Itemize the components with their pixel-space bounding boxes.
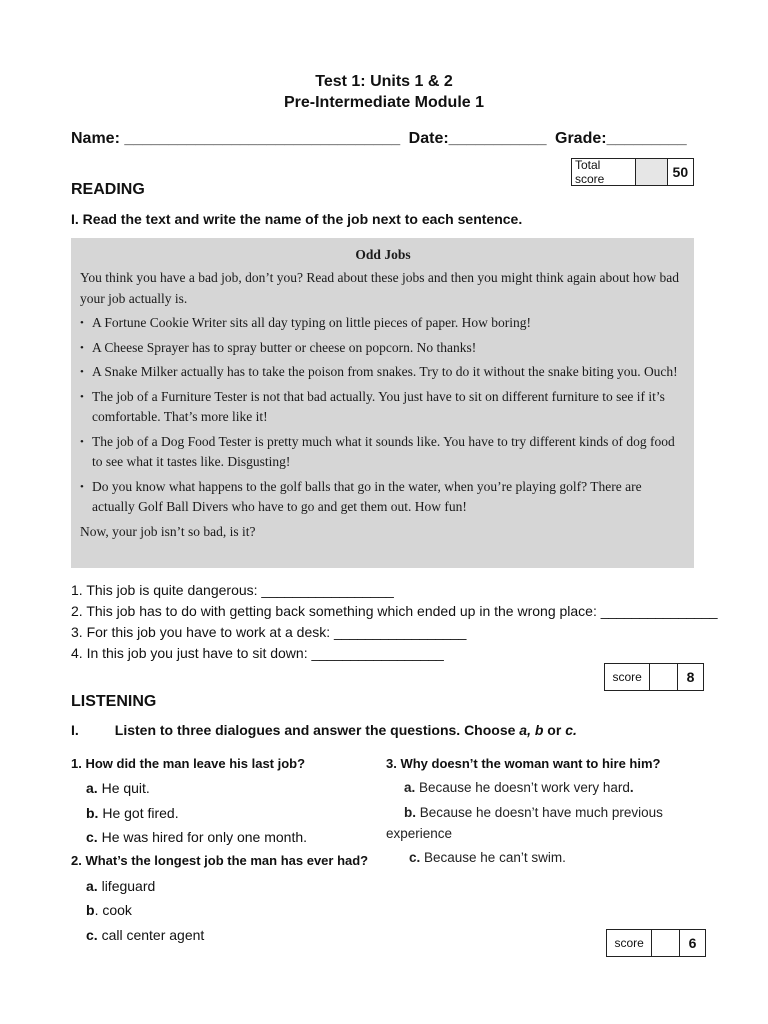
option-text: lifeguard [97,878,156,894]
page-title: Test 1: Units 1 & 2 [315,73,453,90]
listening-score-label: score [607,930,652,956]
listening-score-box [606,929,706,957]
option-text: Because he can’t swim. [420,850,566,865]
option-letter: c. [86,927,98,943]
listening-score-blank[interactable] [652,930,680,956]
option-text: Because he doesn’t work very hard [415,780,630,795]
reading-score-value: 8 [686,669,695,685]
passage-title: Odd Jobs [355,247,411,262]
reading-score-box [604,663,704,691]
reading-instruction: I. Read the text and write the name of the job next to each sentence. [71,211,523,227]
passage-bullet: • The job of a Dog Food Tester is pretty much what it sounds like. You have to try different kinds of dog food to see what it tastes like. Disgusting! [80,432,686,473]
option-text: . cook [94,902,132,918]
passage-bullet: • A Fortune Cookie Writer sits all day typing on little pieces of paper. How boring! [80,313,686,334]
reading-heading: READING [71,181,145,198]
reading-score-label: score [605,664,650,690]
option-end: . [629,780,634,795]
grade-field[interactable]: Grade:_________ [555,130,687,147]
reading-score-blank[interactable] [650,664,678,690]
instruction-options-ab: a, b [519,722,544,738]
q1-option-c[interactable] [86,829,307,845]
instruction-or: or [543,722,566,738]
option-text: He was hired for only one month. [97,829,308,845]
instruction-number: I. [71,722,79,738]
option-letter: a. [404,780,416,795]
q3-option-c[interactable] [409,850,566,865]
listening-question-1: 1. How did the man leave his last job? [71,756,306,771]
q3-option-b-continued: experience [386,826,453,841]
total-score-value: 50 [672,164,689,180]
date-field[interactable]: Date:___________ [408,130,547,147]
option-letter: b [86,902,95,918]
total-score-blank[interactable] [636,159,668,185]
q1-option-a[interactable] [86,780,150,796]
q2-option-c[interactable] [86,927,204,943]
instruction-text: Listen to three dialogues and answer the questions. Choose [114,722,520,738]
q2-option-b[interactable] [86,902,132,918]
listening-heading: LISTENING [71,693,157,710]
option-letter: c. [86,829,98,845]
q3-option-a[interactable] [404,780,634,795]
page-subtitle: Pre-Intermediate Module 1 [283,94,485,111]
reading-question-1[interactable]: 1. This job is quite dangerous: _________________ [71,582,394,598]
passage-closing: Now, your job isn’t so bad, is it? [80,523,256,539]
total-score-label: Total score [572,159,636,185]
q3-option-b[interactable] [404,805,663,820]
option-letter: b. [404,805,416,820]
q2-option-a[interactable] [86,878,155,894]
q1-option-b[interactable] [86,805,179,821]
reading-question-2[interactable]: 2. This job has to do with getting back something which ended up in the wrong place: _______________ [71,603,718,619]
passage-bullet: • The job of a Furniture Tester is not that bad actually. You just have to sit on different furniture to see if it’s comfortable. That’s more like it! [80,387,686,428]
total-score-box [571,158,694,186]
reading-passage [71,238,694,568]
passage-bullet: • Do you know what happens to the golf balls that go in the water, when you’re playing golf? There are actually Golf Ball Divers who have to go and get them out. How fun! [80,477,686,518]
name-field[interactable]: Name: _______________________________ [71,130,401,147]
listening-question-2: 2. What’s the longest job the man has ever had? [71,853,369,868]
passage-bullet: • A Snake Milker actually has to take the poison from snakes. Try to do it without the snake biting you. Ouch! [80,362,686,383]
listening-instruction [71,722,577,738]
passage-bullet: • A Cheese Sprayer has to spray butter or cheese on popcorn. No thanks! [80,338,686,359]
option-text: He got fired. [98,805,179,821]
option-letter: a. [86,780,98,796]
listening-score-value: 6 [688,935,697,951]
passage-list [80,313,686,518]
option-text: Because he doesn’t have much previous [416,805,663,820]
student-info-line [71,130,687,148]
passage-intro: You think you have a bad job, don’t you? Read about these jobs and then you might think again about how bad your job actually is. [80,270,680,306]
instruction-option-c: c. [565,722,577,738]
option-text: call center agent [97,927,205,943]
reading-question-3[interactable]: 3. For this job you have to work at a desk: _________________ [71,624,467,640]
listening-question-3: 3. Why doesn’t the woman want to hire him? [386,756,661,771]
option-letter: c. [409,850,421,865]
reading-question-4[interactable]: 4. In this job you just have to sit down: _________________ [71,645,444,661]
option-letter: b. [86,805,99,821]
option-letter: a. [86,878,98,894]
option-text: He quit. [97,780,150,796]
